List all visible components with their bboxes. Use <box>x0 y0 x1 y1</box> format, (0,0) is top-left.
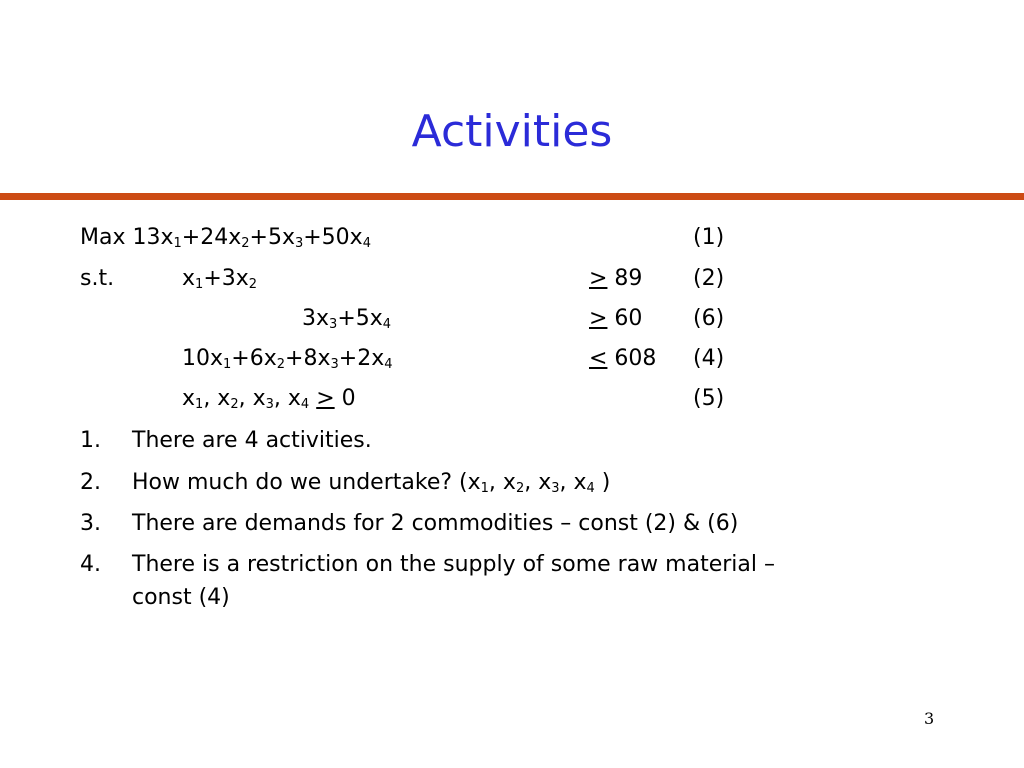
list-item: How much do we undertake? ($x_1$, $x_2$, $x_3$, $x_4$ ) <box>132 470 611 496</box>
list-item: There is a restriction on the supply of some raw material – <box>132 552 775 577</box>
list-item-continuation: const (4) <box>132 585 230 610</box>
constraint-6-lhs: $3x_3+5x_4$ <box>302 306 392 332</box>
list-number: 4. <box>80 552 101 577</box>
list-item: There are 4 activities. <box>132 428 372 453</box>
constraint-5-ref: (5) <box>693 386 725 411</box>
constraint-6-rhs: > 60 <box>589 306 643 331</box>
constraint-4-lhs: $10x_1+6x_2+8x_3+2x_4$ <box>182 346 393 372</box>
constraint-4-rhs: < 608 <box>589 346 657 371</box>
constraint-4-ref: (4) <box>693 346 725 371</box>
slide-title: Activities <box>411 106 613 157</box>
objective-function: Max $13x_1+24x_2+5x_3+50x_4$ <box>80 225 371 251</box>
page-number: 3 <box>924 709 935 728</box>
objective-ref: (1) <box>693 225 725 250</box>
list-number: 3. <box>80 511 101 536</box>
st-label: s.t. <box>80 266 115 291</box>
constraint-2-rhs: > 89 <box>589 266 643 291</box>
constraint-5-lhs: $x_1$, $x_2$, $x_3$, $x_4 > 0$ <box>182 386 356 412</box>
title-divider <box>0 193 1024 200</box>
list-number: 2. <box>80 470 101 495</box>
constraint-2-lhs: $x_1+3x_2$ <box>182 266 258 292</box>
constraint-6-ref: (6) <box>693 306 725 331</box>
list-number: 1. <box>80 428 101 453</box>
constraint-2-ref: (2) <box>693 266 725 291</box>
list-item: There are demands for 2 commodities – const (2) & (6) <box>132 511 739 536</box>
